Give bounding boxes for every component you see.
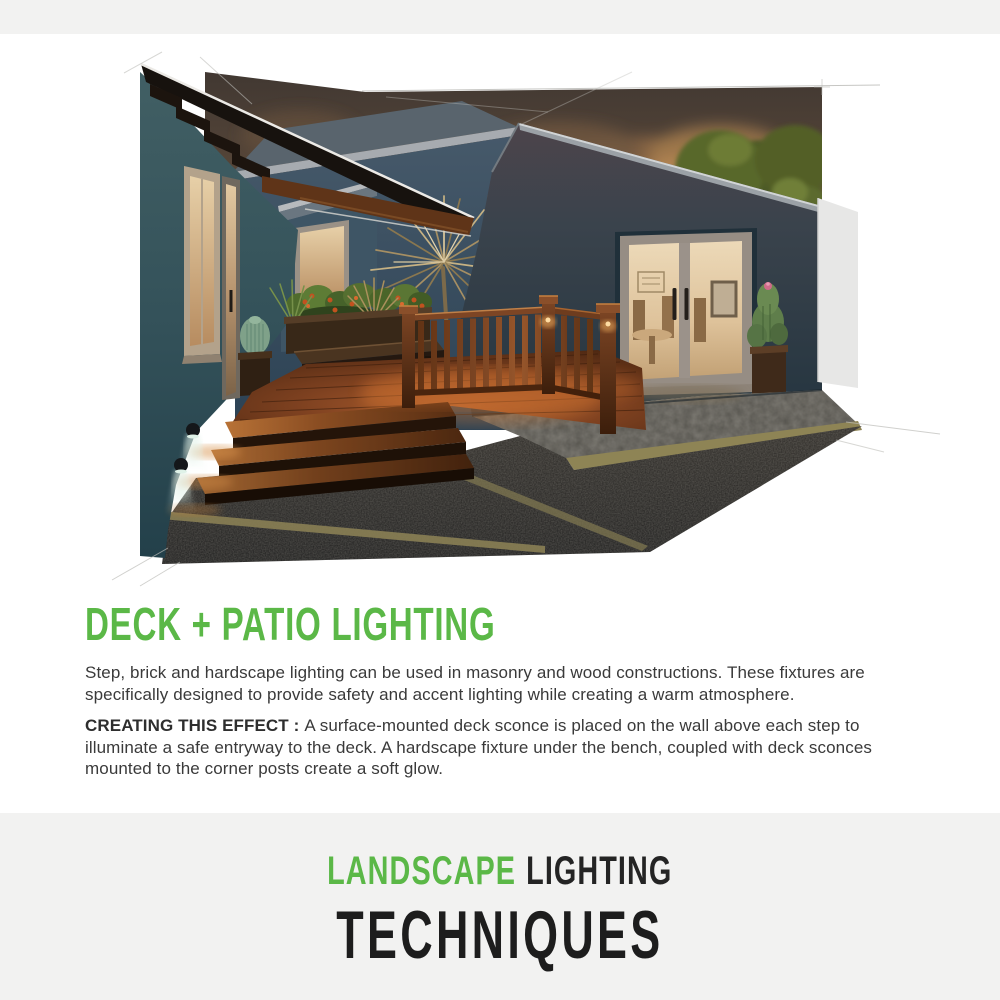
deck-patio-rendering — [105, 50, 950, 590]
white-side-panel — [818, 198, 858, 388]
brand-word-landscape: LANDSCAPE — [327, 849, 517, 893]
top-gray-band — [0, 0, 1000, 34]
glass-door-left — [222, 176, 240, 400]
lit-window-left — [182, 166, 222, 364]
brand-line — [327, 849, 672, 894]
brand-footer — [0, 813, 1000, 1000]
lighting-technique-section — [85, 600, 920, 790]
door-handle — [685, 288, 689, 320]
section-paragraph-effect: CREATING THIS EFFECT : A surface-mounted deck sconce is placed on the wall above each step to illuminate a safe entryway to the deck. A hardscape fixture under the bench, coupled with deck sconces mounted to the corner posts create a soft glow. — [85, 716, 872, 779]
section-paragraph-intro: Step, brick and hardscape lighting can be used in masonry and wood constructions. These fixtures are specifically designed to provide safety and accent lighting while creating a warm atmosphere. — [85, 663, 865, 704]
balusters — [418, 314, 606, 396]
brand-title-techniques: TECHNIQUES — [336, 897, 664, 973]
brand-word-lighting: LIGHTING — [526, 849, 673, 893]
door-handle — [230, 290, 233, 312]
cactus-pot-left — [238, 316, 272, 396]
creating-effect-label: CREATING THIS EFFECT : — [85, 716, 300, 736]
door-handle — [673, 288, 677, 320]
section-title: DECK + PATIO LIGHTING — [85, 598, 496, 650]
